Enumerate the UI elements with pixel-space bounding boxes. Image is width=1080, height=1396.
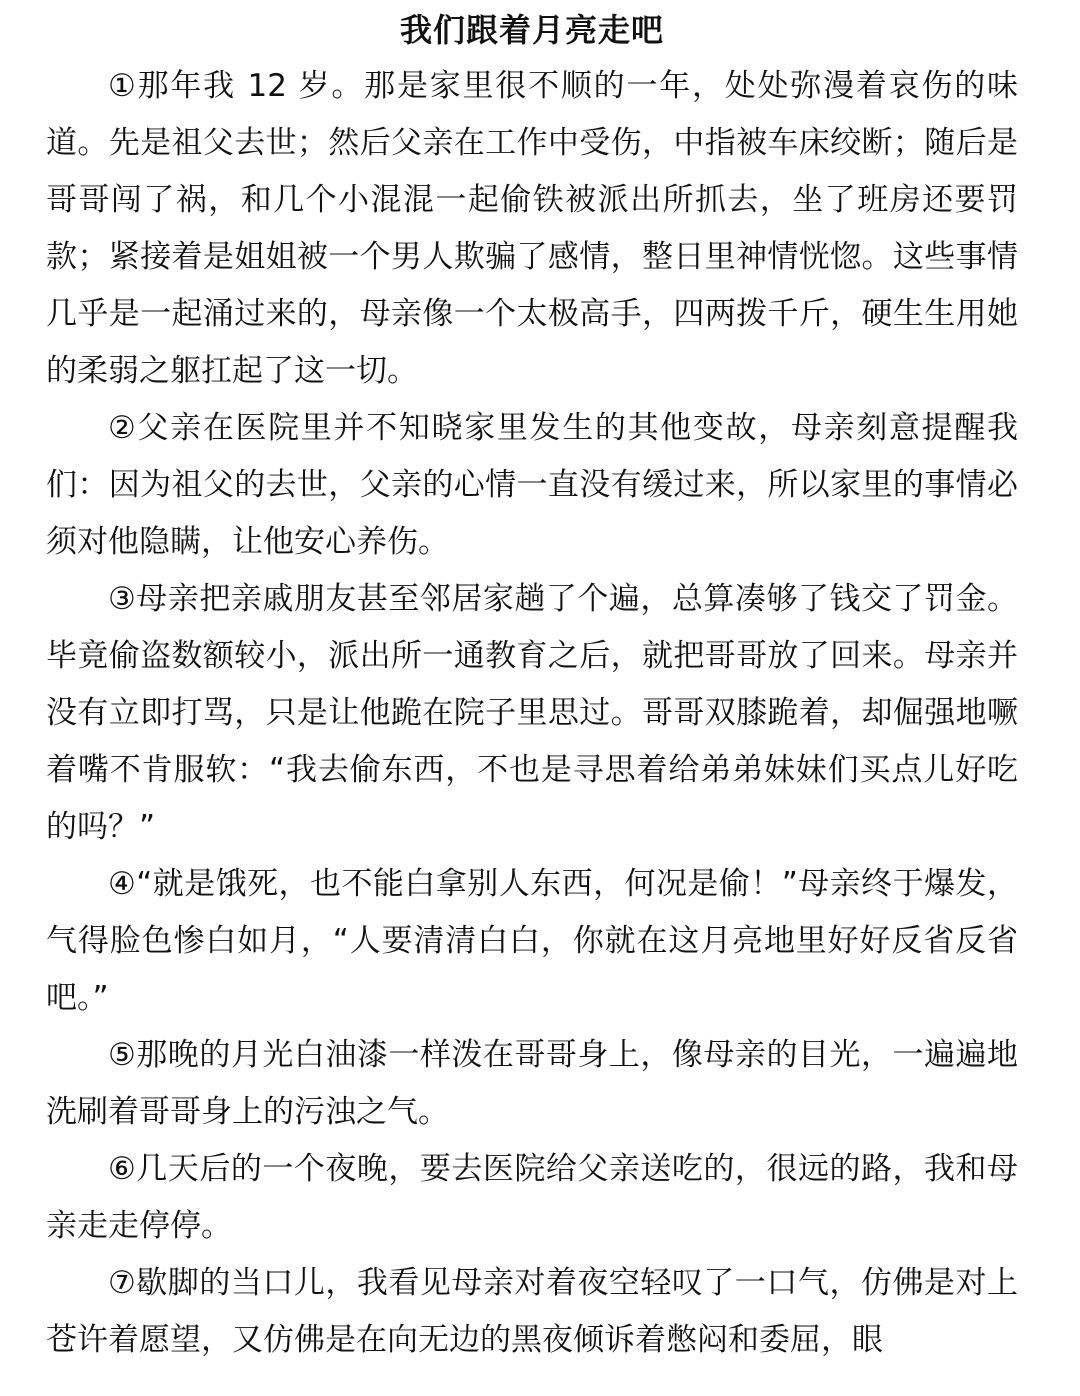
paragraph-1: ①那年我 12 岁。那是家里很不顺的一年，处处弥漫着哀伤的味道。先是祖父去世；然后父亲在工作中受伤，中指被车床绞断；随后是哥哥闯了祸，和几个小混混一起偷铁被派出所抓去，坐了班房还要罚款；紧接着是姐姐被一个男人欺骗了感情，整日里神情恍惚。这些事情几乎是一起涌过来的，母亲像一个太极高手，四两拨千斤，硬生生用她的柔弱之躯扛起了这一切。 bbox=[46, 68, 1018, 389]
paragraph-3: ③母亲把亲戚朋友甚至邻居家趟了个遍，总算凑够了钱交了罚金。毕竟偷盗数额较小，派出所一通教育之后，就把哥哥放了回来。母亲并没有立即打骂，只是让他跪在院子里思过。哥哥双膝跪着，却倔强地噘着嘴不肯服软：“我去偷东西，不也是寻思着给弟弟妹妹们买点儿好吃的吗？” bbox=[46, 581, 1018, 845]
paragraph-2: ②父亲在医院里并不知晓家里发生的其他变故，母亲刻意提醒我们：因为祖父的去世，父亲的心情一直没有缓过来，所以家里的事情必须对他隐瞒，让他安心养伤。 bbox=[46, 410, 1018, 560]
page-title: 我们跟着月亮走吧 bbox=[399, 11, 664, 49]
paragraph-6: ⑥几天后的一个夜晚，要去医院给父亲送吃的，很远的路，我和母亲走走停停。 bbox=[46, 1151, 1018, 1244]
paragraph-4: ④“就是饿死，也不能白拿别人东西，何况是偷！”母亲终于爆发，气得脸色惨白如月，“人要清清白白，你就在这月亮地里好好反省反省吧。” bbox=[46, 866, 1018, 1016]
paragraph-5: ⑤那晚的月光白油漆一样泼在哥哥身上，像母亲的目光，一遍遍地洗刷着哥哥身上的污浊之气。 bbox=[46, 1037, 1018, 1130]
paragraph-7: ⑦歇脚的当口儿，我看见母亲对着夜空轻叹了一口气，仿佛是对上苍许着愿望，又仿佛是在向无边的黑夜倾诉着憋闷和委屈，眼 bbox=[46, 1265, 1018, 1358]
